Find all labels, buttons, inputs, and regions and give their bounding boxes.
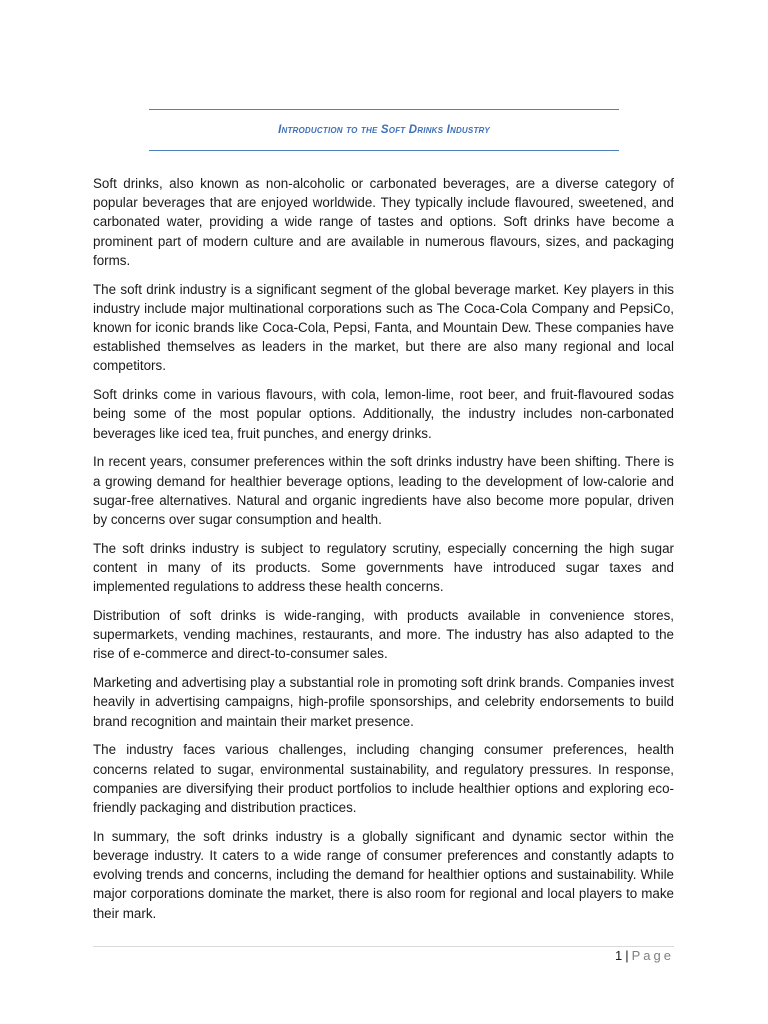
paragraph-5: The soft drinks industry is subject to regulatory scrutiny, especially concerning the high sugar content in many of its products. Some governments have introduced sugar taxes and implemented regulations to address these health concerns. [93, 540, 674, 595]
page-footer [615, 947, 674, 965]
paragraph-9: In summary, the soft drinks industry is a globally significant and dynamic sector within the beverage industry. It caters to a wide range of consumer preferences and constantly adapts to evolving trends and concerns, including the demand for healthier options and sustainability. While major corporations dominate the market, there is also room for regional and local players to make their mark. [93, 828, 674, 921]
title-block [149, 109, 619, 151]
paragraph-6: Distribution of soft drinks is wide-ranging, with products available in convenience stores, supermarkets, vending machines, restaurants, and more. The industry has also adapted to the rise of e-commerce and direct-to-consumer sales. [93, 608, 674, 662]
page-number: 1 [615, 948, 623, 963]
paragraph-4: In recent years, consumer preferences within the soft drinks industry have been shifting. There is a growing demand for healthier beverage options, leading to the development of low-calorie and sugar-free alternatives. Natural and organic ingredients have also become more popular, driven by concerns over sugar consumption and health. [93, 454, 674, 528]
paragraph-3: Soft drinks come in various flavours, with cola, lemon-lime, root beer, and fruit-flavoured sodas being some of the most popular options. Additionally, the industry includes non-carbonated beverages like iced tea, fruit punches, and energy drinks. [93, 387, 674, 441]
footer-separator: | [625, 948, 629, 963]
paragraph-7: Marketing and advertising play a substantial role in promoting soft drink brands. Companies invest heavily in advertising campaigns, high-profile sponsorships, and celebrity endorsements to build brand recognition and maintain their market presence. [93, 675, 674, 729]
paragraph-2: The soft drink industry is a significant segment of the global beverage market. Key players in this industry include major multinational corporations such as The Coca-Cola Company and PepsiCo, known for iconic brands like Coca-Cola, Pepsi, Fanta, and Mountain Dew. These companies have established themselves as leaders in the market, but there are also many regional and local competitors. [93, 281, 674, 374]
paragraph-1: Soft drinks, also known as non-alcoholic or carbonated beverages, are a diverse category of popular beverages that are enjoyed worldwide. They typically include flavoured, sweetened, and carbonated water, providing a wide range of tastes and options. Soft drinks have become a prominent part of modern culture and are available in numerous flavours, sizes, and packaging forms. [93, 176, 674, 268]
paragraph-8: The industry faces various challenges, including changing consumer preferences, health concerns related to sugar, environmental sustainability, and regulatory pressures. In response, companies are diversifying their product portfolios to include healthier options and exploring eco-friendly packaging and distribution practices. [93, 742, 674, 816]
document-title: Introduction to the Soft Drinks Industry [278, 124, 490, 136]
footer-divider [93, 946, 674, 947]
page-label: Page [631, 948, 674, 963]
document-body [93, 174, 674, 932]
